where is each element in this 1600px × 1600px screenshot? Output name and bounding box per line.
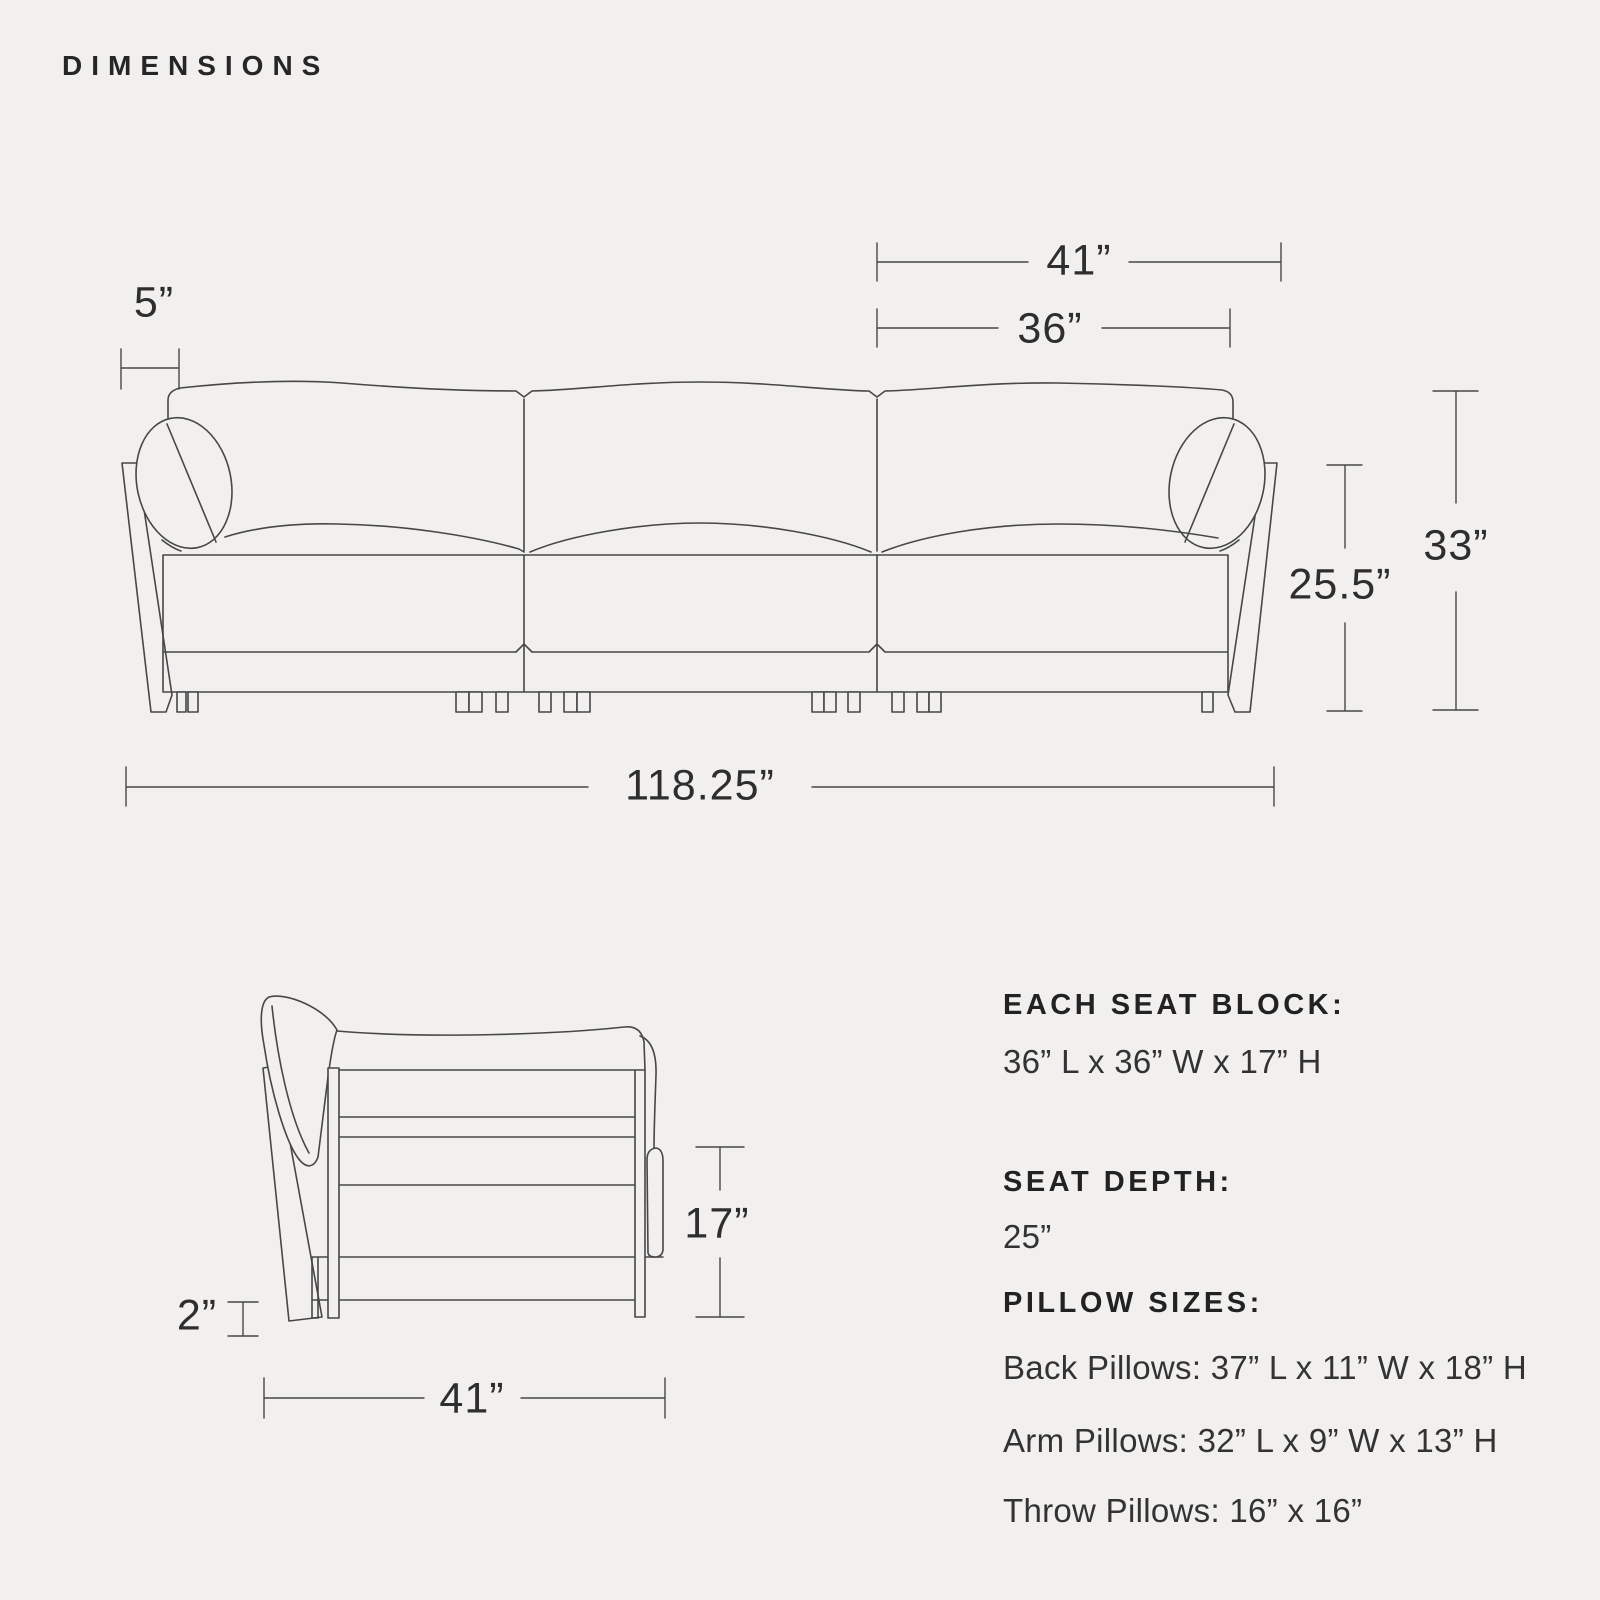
front-legs (177, 692, 1213, 712)
throw-pillows-value: Throw Pillows: 16” x 16” (1003, 1492, 1363, 1529)
back-cushions (168, 381, 1233, 489)
dim-line-leg-height (228, 1302, 258, 1336)
module-width-label: 41” (1046, 236, 1112, 285)
side-seat-cushion (337, 1027, 645, 1070)
side-frame-rails (339, 1070, 635, 1185)
side-right-post (635, 1070, 645, 1317)
leg-height-label: 2” (176, 1291, 218, 1340)
seat-block-heading: EACH SEAT BLOCK: (1003, 989, 1346, 1021)
page-title: DIMENSIONS (62, 50, 330, 81)
pillow-sizes-heading: PILLOW SIZES: (1003, 1287, 1263, 1319)
side-front-post (328, 1068, 339, 1318)
side-front-pillow-icon (647, 1148, 663, 1257)
seat-block-value: 36” L x 36” W x 17” H (1003, 1043, 1322, 1080)
seat-base (163, 555, 1228, 692)
seat-cushions (162, 523, 1239, 552)
overall-width-label: 118.25” (625, 761, 775, 810)
arm-pillows-value: Arm Pillows: 32” L x 9” W x 13” H (1003, 1422, 1498, 1459)
back-cushion-seams (524, 399, 877, 551)
sofa-side-view (228, 996, 744, 1418)
arm-height-label: 25.5” (1288, 560, 1392, 609)
overall-height-label: 33” (1423, 521, 1489, 570)
arm-width-label: 5” (133, 278, 175, 327)
seat-depth-value: 25” (1003, 1218, 1052, 1255)
depth-label: 41” (439, 1374, 505, 1423)
sofa-front-view (121, 243, 1478, 810)
seat-depth-heading: SEAT DEPTH: (1003, 1166, 1233, 1198)
dim-line-arm-width (121, 349, 179, 389)
side-base (312, 1257, 663, 1318)
seat-height-label: 17” (684, 1199, 750, 1248)
back-pillows-value: Back Pillows: 37” L x 11” W x 18” H (1003, 1349, 1527, 1386)
seat-width-label: 36” (1017, 304, 1083, 353)
